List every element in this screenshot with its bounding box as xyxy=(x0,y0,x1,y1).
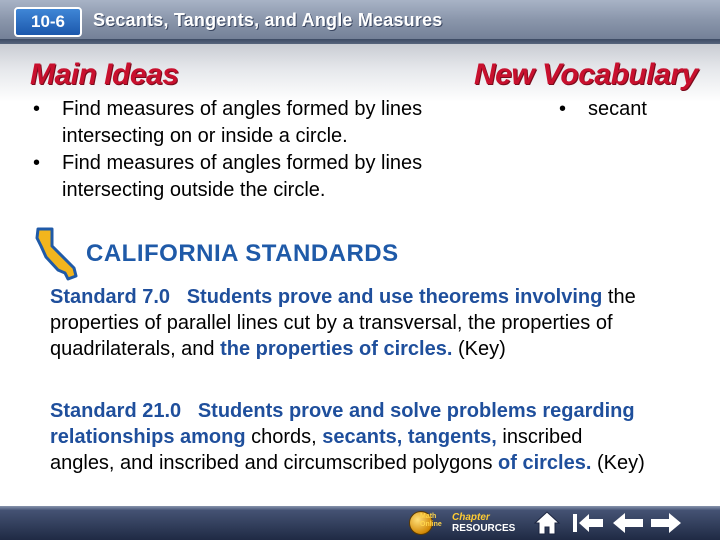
home-icon xyxy=(533,510,561,536)
california-map-icon xyxy=(32,226,84,282)
chapter-resources-button[interactable] xyxy=(452,509,524,537)
lesson-title: Secants, Tangents, and Angle Measures xyxy=(93,10,443,30)
standard-label: Standard 21.0 xyxy=(50,400,182,422)
previous-slide-button[interactable] xyxy=(610,509,646,537)
standard-7 xyxy=(50,284,650,362)
next-slide-icon xyxy=(649,511,683,535)
chapter-label: Chapter xyxy=(452,512,490,523)
vocabulary-item[interactable]: • secant xyxy=(556,96,706,123)
standard-label: Standard 7.0 xyxy=(50,286,171,308)
next-slide-button[interactable] xyxy=(648,509,684,537)
standard-text: inscribed angles, and inscribed and circumscribed polygons xyxy=(50,426,583,474)
standard-21 xyxy=(50,398,650,476)
standard-text: the properties of parallel lines cut by a transversal, the properties of quadrilaterals, and xyxy=(50,286,636,360)
first-slide-icon xyxy=(571,511,605,535)
math-online-label: Math Online xyxy=(420,513,442,528)
main-ideas-heading: Main Ideas xyxy=(30,58,179,91)
main-ideas-list xyxy=(30,96,470,204)
standard-text: chords, xyxy=(245,426,323,448)
standards-heading: CALIFORNIA STANDARDS xyxy=(86,240,399,267)
first-slide-button[interactable] xyxy=(570,509,606,537)
math-online-button[interactable] xyxy=(398,509,444,537)
vocabulary-list xyxy=(556,96,706,123)
lesson-number-badge: 10-6 xyxy=(14,7,82,37)
standard-emphasis: secants, tangents, xyxy=(322,426,497,448)
standard-key: (Key) xyxy=(591,452,645,474)
standard-emphasis: of circles. xyxy=(498,452,592,474)
home-button[interactable] xyxy=(532,509,562,537)
previous-slide-icon xyxy=(611,511,645,535)
standard-lead: Students prove and use theorems involving xyxy=(186,286,603,308)
standard-key: (Key) xyxy=(452,338,506,360)
main-idea-item: • Find measures of angles formed by lines intersecting outside the circle. xyxy=(30,150,470,204)
standard-emphasis: the properties of circles. xyxy=(220,338,453,360)
standard-lead: Students prove and solve problems regarding relationships among xyxy=(50,400,635,448)
title-bar xyxy=(0,0,720,44)
new-vocabulary-heading: New Vocabulary xyxy=(474,58,698,91)
main-idea-item: • Find measures of angles formed by lines intersecting on or inside a circle. xyxy=(30,96,470,150)
resources-label: RESOURCES xyxy=(452,523,516,534)
